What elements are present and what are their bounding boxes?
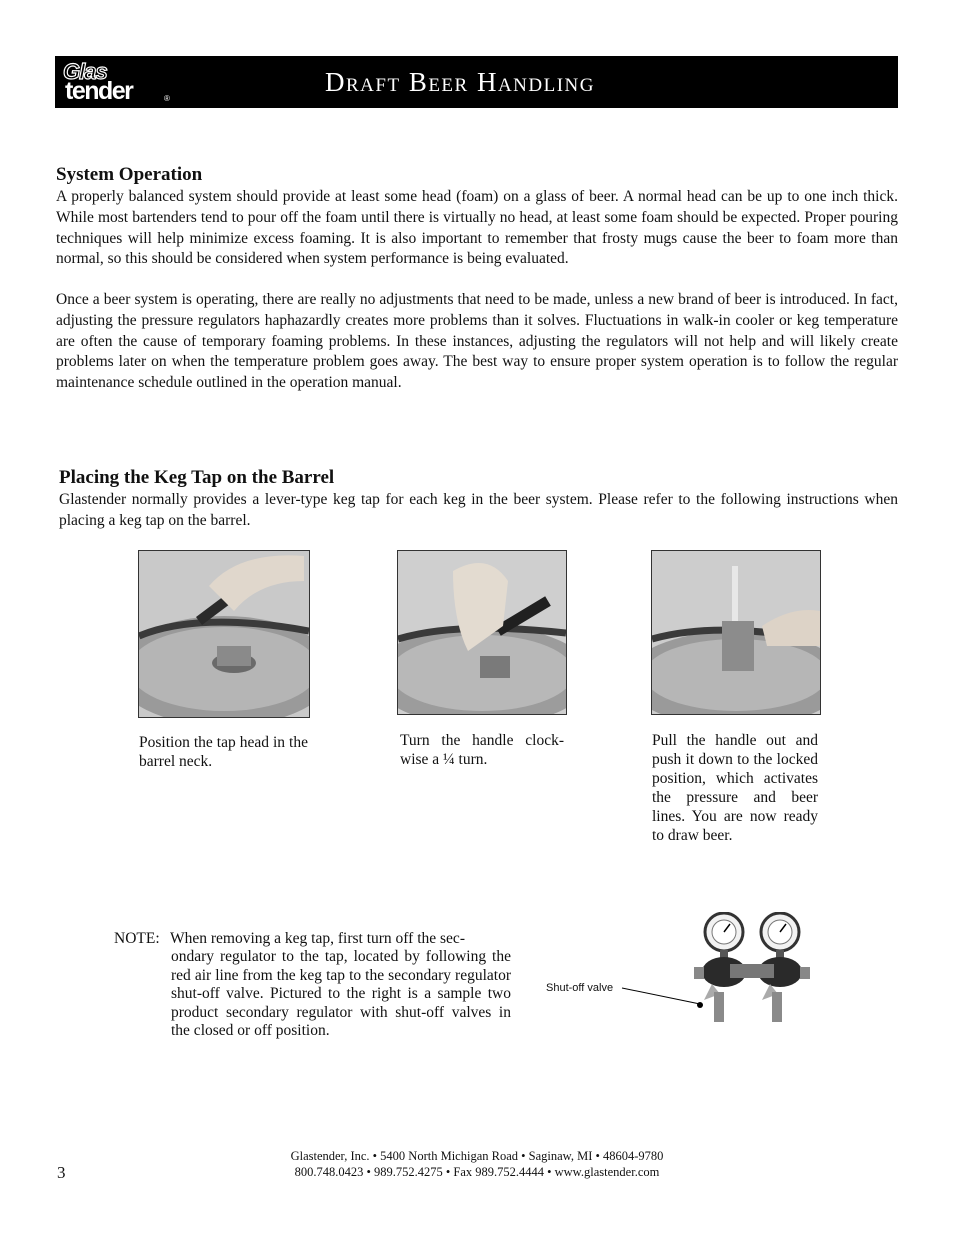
page-title: Draft Beer Handling xyxy=(325,67,595,97)
glastender-logo xyxy=(61,60,171,104)
secondary-regulator-photo xyxy=(690,912,820,1032)
note-label: NOTE: xyxy=(114,930,160,947)
keg-photo-illustration xyxy=(398,551,566,714)
note-first-line: When removing a keg tap, first turn off the sec- xyxy=(170,930,465,947)
keg-photo-illustration xyxy=(139,551,309,717)
step-3-photo xyxy=(651,550,821,715)
system-operation-paragraph-1: A properly balanced system should provide at least some head (foam) on a glass of beer. A normal head can be up to one inch thick. While most bartenders tend to pour off the foam until there is virtually no head, at least some foam should be expected. Proper pouring techniques will help minimize excess foaming. It is also important to remember that frosty mugs cause the beer to foam more than normal, so this should be considered when system performance is being evaluated. xyxy=(56,188,898,268)
page-number: 3 xyxy=(57,1163,66,1182)
step-3-caption: Pull the handle out and push it down to the locked position, which activates the pressure and beer lines. You are now ready to draw beer. xyxy=(652,732,818,844)
note-body: ondary regulator to the tap, located by following the red air line from the keg tap to the secondary regulator shut-off valve. Pictured to the right is a sample two product secondary regulator with shut-off valves in the closed or off position. xyxy=(171,948,511,1040)
step-1-caption: Position the tap head in the barrel neck. xyxy=(139,734,308,770)
shut-off-valve-callout: Shut-off valve xyxy=(546,982,614,994)
header-bar xyxy=(55,56,898,108)
registered-mark: ® xyxy=(164,94,170,103)
logo-tender-text: tender xyxy=(65,77,133,105)
footer-contact: 800.748.0423 • 989.752.4275 • Fax 989.752.4444 • www.glastender.com xyxy=(294,1165,660,1179)
footer-address: Glastender, Inc. • 5400 North Michigan Road • Saginaw, MI • 48604-9780 xyxy=(290,1149,664,1163)
keg-tap-intro: Glastender normally provides a lever-type keg tap for each keg in the beer system. Please refer to the following instructions when placing a keg tap on the barrel. xyxy=(59,491,898,529)
step-1-photo xyxy=(138,550,310,718)
keg-tap-heading: Placing the Keg Tap on the Barrel xyxy=(59,467,335,488)
system-operation-paragraph-2: Once a beer system is operating, there are really no adjustments that need to be made, unless a new brand of beer is introduced. In fact, adjusting the pressure regulators haphazardly creates more problems than it solves. Fluctuations in walk-in cooler or keg temperature are often the cause of temporary foaming problems. In these instances, adjusting the regulators will not help and will likely create problems later on when the temperature problem goes away. The best way to ensure proper system operation is to follow the regular maintenance schedule outlined in the operation manual. xyxy=(56,291,898,392)
callout-leader-line xyxy=(620,985,705,1010)
regulator-illustration xyxy=(690,912,820,1032)
system-operation-heading: System Operation xyxy=(56,164,203,185)
step-2-caption: Turn the handle clock-wise a ¼ turn. xyxy=(400,732,564,768)
step-2-photo xyxy=(397,550,567,715)
logo-glas-text: Glas xyxy=(63,59,107,84)
keg-photo-illustration xyxy=(652,551,820,714)
